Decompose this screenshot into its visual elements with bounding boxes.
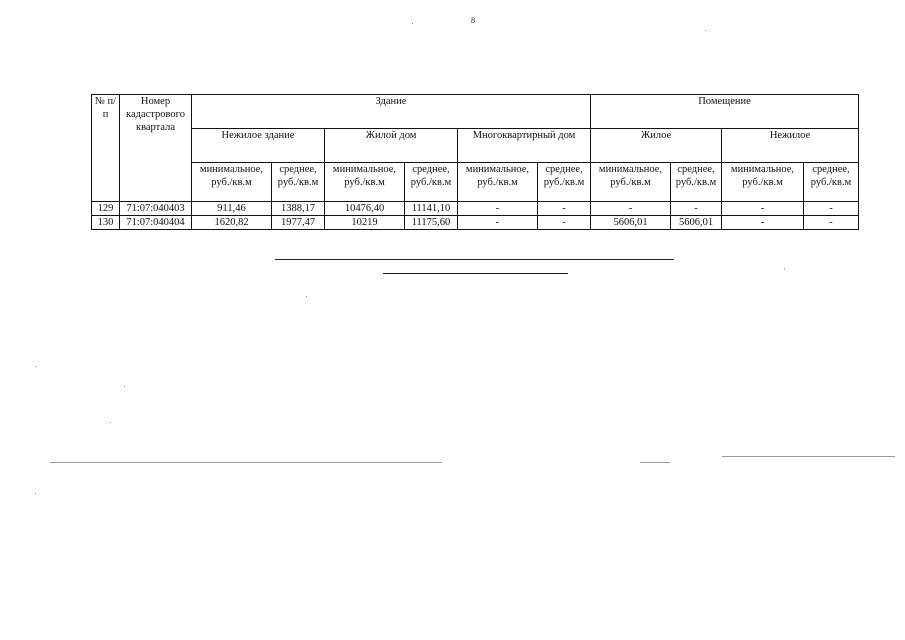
cell-value: - xyxy=(538,216,591,230)
header-premises: Помещение xyxy=(591,95,859,129)
cell-value: 11175,60 xyxy=(405,216,458,230)
cell-value: - xyxy=(722,202,804,216)
header-cadastral: Номер кадастрового квартала xyxy=(120,95,192,202)
cell-value: - xyxy=(538,202,591,216)
header-row-2 xyxy=(92,129,859,163)
cell-value: - xyxy=(458,216,538,230)
cell-value: 11141,10 xyxy=(405,202,458,216)
scan-speck xyxy=(124,386,125,387)
cell-value: 10219 xyxy=(325,216,405,230)
cell-value: 1620,82 xyxy=(192,216,272,230)
cell-value: - xyxy=(591,202,671,216)
bleed-through-line xyxy=(722,456,895,457)
header-min: минимальное, руб./кв.м xyxy=(192,163,272,202)
header-building: Здание xyxy=(192,95,591,129)
cell-value: 1977,47 xyxy=(272,216,325,230)
bleed-through-line xyxy=(50,462,442,463)
header-min: минимальное, руб./кв.м xyxy=(458,163,538,202)
bleed-through-line xyxy=(640,462,670,463)
header-min: минимальное, руб./кв.м xyxy=(591,163,671,202)
header-row-3 xyxy=(92,163,859,202)
header-avg: среднее, руб./кв.м xyxy=(272,163,325,202)
row-number: 129 xyxy=(92,202,120,216)
header-residential-house: Жилой дом xyxy=(325,129,458,163)
header-avg: среднее, руб./кв.м xyxy=(538,163,591,202)
cadastral-number: 71:07:040403 xyxy=(120,202,192,216)
header-row-1 xyxy=(92,95,859,129)
cell-value: 911,46 xyxy=(192,202,272,216)
cell-value: 10476,40 xyxy=(325,202,405,216)
cadastral-number: 71:07:040404 xyxy=(120,216,192,230)
header-min: минимальное, руб./кв.м xyxy=(325,163,405,202)
cell-value: - xyxy=(671,202,722,216)
scan-speck xyxy=(784,268,785,269)
scan-speck xyxy=(705,30,706,31)
price-table xyxy=(91,94,859,230)
page-number: 8 xyxy=(471,16,475,25)
scan-speck xyxy=(306,296,307,297)
cell-value: - xyxy=(722,216,804,230)
header-avg: среднее, руб./кв.м xyxy=(804,163,859,202)
scan-speck xyxy=(35,366,36,367)
cell-value: - xyxy=(804,216,859,230)
header-avg: среднее, руб./кв.м xyxy=(671,163,722,202)
header-nonresidential-premises: Нежилое xyxy=(722,129,859,163)
end-rule-short xyxy=(383,273,568,274)
end-rule-long xyxy=(275,259,674,260)
scan-speck xyxy=(35,493,36,494)
table-row xyxy=(92,202,859,216)
scan-speck xyxy=(110,422,111,423)
header-apartment-building: Многоквартирный дом xyxy=(458,129,591,163)
cell-value: 5606,01 xyxy=(591,216,671,230)
cell-value: 1388,17 xyxy=(272,202,325,216)
row-number: 130 xyxy=(92,216,120,230)
scan-speck xyxy=(412,23,413,24)
header-residential-premises: Жилое xyxy=(591,129,722,163)
cell-value: 5606,01 xyxy=(671,216,722,230)
table-row xyxy=(92,216,859,230)
header-avg: среднее, руб./кв.м xyxy=(405,163,458,202)
cell-value: - xyxy=(804,202,859,216)
header-nonresidential-building: Нежилое здание xyxy=(192,129,325,163)
header-no: № п/п xyxy=(92,95,120,202)
header-min: минимальное, руб./кв.м xyxy=(722,163,804,202)
cell-value: - xyxy=(458,202,538,216)
